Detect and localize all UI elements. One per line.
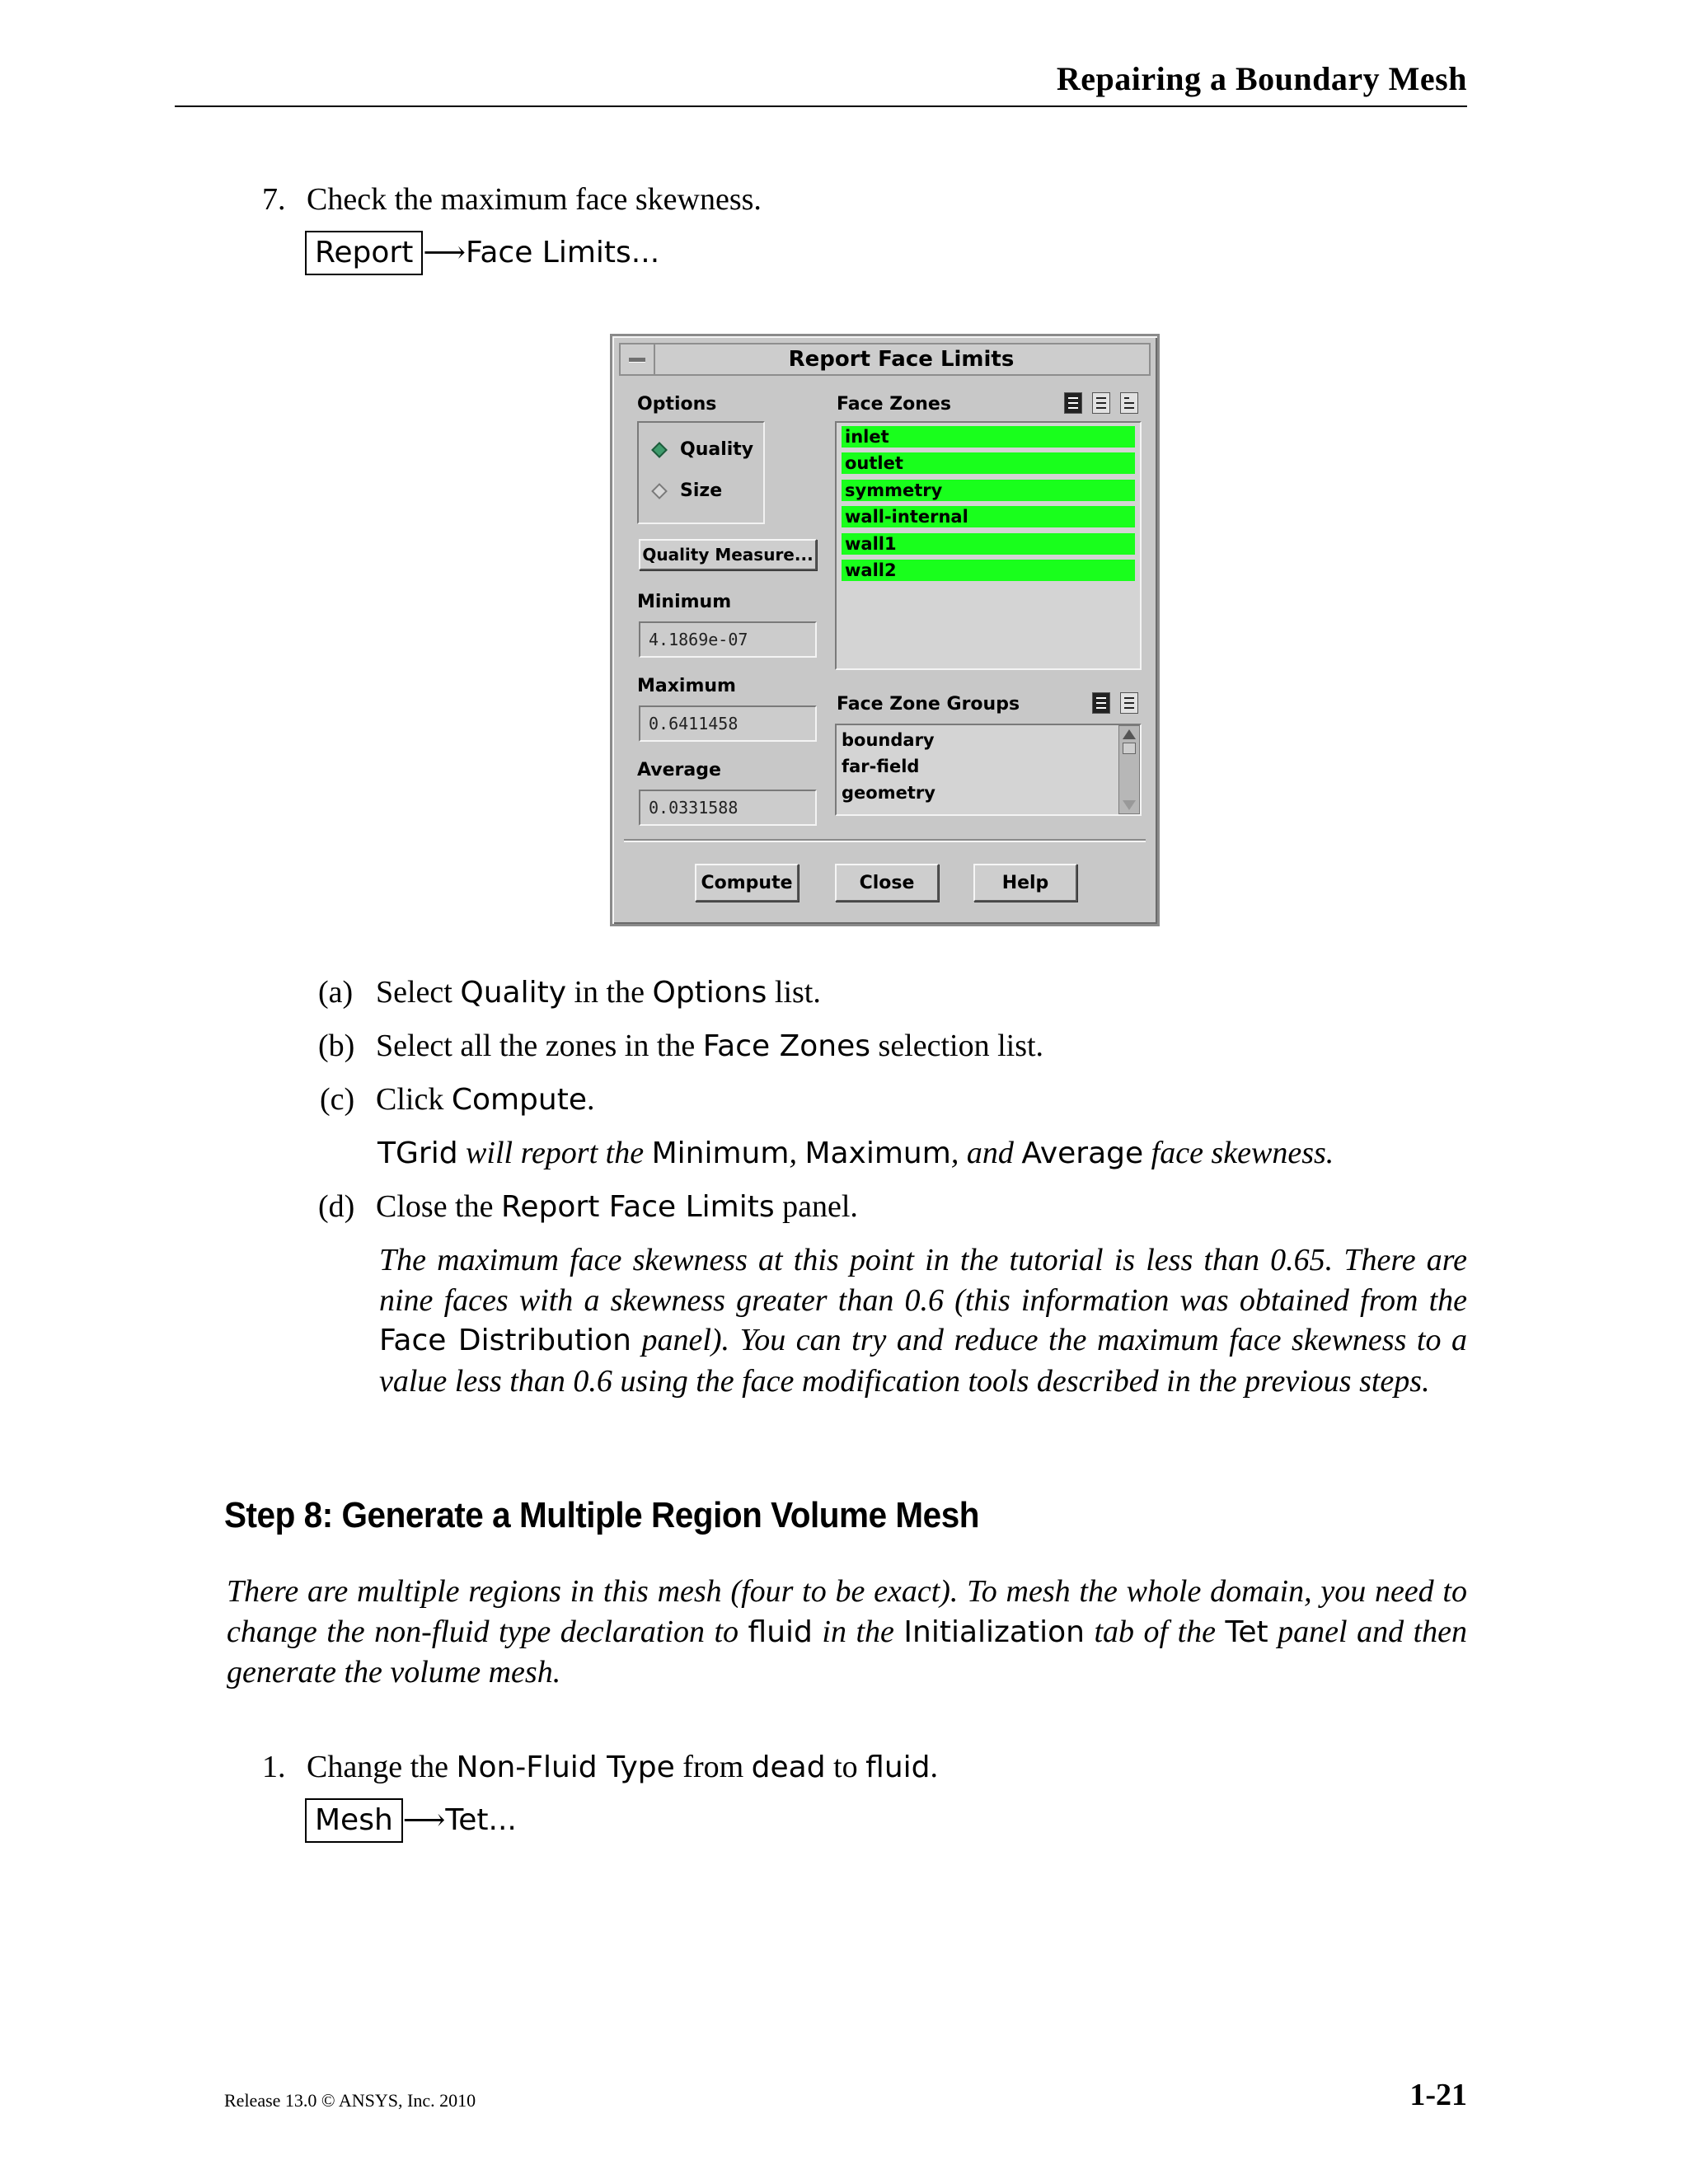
window-menu-icon[interactable] <box>621 344 655 374</box>
select-visible-icon[interactable] <box>1120 392 1138 414</box>
options-label: Options <box>637 394 717 415</box>
zone-item[interactable]: outlet <box>842 452 1135 474</box>
substep-c-note: TGrid will report the Minimum, Maximum, and Average face skewness. <box>377 1136 1334 1170</box>
step-7-number: 7. <box>262 182 286 217</box>
group-item[interactable]: geometry <box>842 783 935 803</box>
option-quality-label: Quality <box>680 439 754 460</box>
substep-d-label: (d) <box>318 1189 355 1224</box>
zone-item[interactable]: wall-internal <box>842 506 1135 527</box>
button-separator <box>624 839 1146 841</box>
substep-b-text: Select all the zones in the Face Zones selection list. <box>376 1029 1044 1063</box>
deselect-all-icon[interactable] <box>1092 392 1110 414</box>
substep-d-text: Close the Report Face Limits panel. <box>376 1189 858 1224</box>
average-label: Average <box>637 760 721 780</box>
zone-item[interactable]: wall1 <box>842 533 1135 555</box>
option-quality-radio[interactable] <box>649 439 753 460</box>
face-zones-label: Face Zones <box>837 394 951 415</box>
minimum-label: Minimum <box>637 592 732 612</box>
face-zone-groups-label: Face Zone Groups <box>837 694 1020 715</box>
option-size-label: Size <box>680 480 723 501</box>
face-zone-groups-list[interactable] <box>835 724 1142 816</box>
group-item[interactable]: boundary <box>842 730 935 750</box>
radio-unselected-icon <box>651 483 668 499</box>
menu-report[interactable]: Report <box>305 231 423 275</box>
step-8-intro: There are multiple regions in this mesh (four to be exact). To mesh the whole domain, you need to change the non-fluid type declaration to fluid in the Initialization tab of the Tet panel and then generate the volume mesh. <box>227 1574 1467 1690</box>
step-8-item-1-text: Change the Non-Fluid Type from dead to fluid. <box>307 1750 939 1784</box>
arrow: ⟶ <box>423 236 466 269</box>
face-zones-list[interactable] <box>835 421 1142 670</box>
arrow: ⟶ <box>402 1803 446 1836</box>
average-field[interactable]: 0.0331588 <box>639 790 817 826</box>
quality-measure-button[interactable]: Quality Measure... <box>639 539 817 570</box>
zone-item[interactable]: wall2 <box>842 560 1135 581</box>
substep-d-note: The maximum face skewness at this point in the tutorial is less than 0.65. There are nine faces with a skewness greater than 0.6 (this information was obtained from the Face Distribution panel). You can try and reduce the maximum face skewness to a value less than 0.6 using the face modification tools described in the previous steps. <box>379 1243 1468 1399</box>
substep-c-text: Click Compute. <box>376 1082 595 1117</box>
running-header: Repairing a Boundary Mesh <box>1056 60 1467 97</box>
substep-a-label: (a) <box>318 975 354 1010</box>
dialog-title: Report Face Limits <box>788 347 1015 372</box>
zone-item[interactable]: inlet <box>842 426 1135 448</box>
footer-release: Release 13.0 © ANSYS, Inc. 2010 <box>224 2090 476 2111</box>
minimum-field[interactable]: 4.1869e-07 <box>639 621 817 658</box>
step-8-heading: Step 8: Generate a Multiple Region Volume Mesh <box>224 1495 980 1535</box>
deselect-all-groups-icon[interactable] <box>1120 692 1138 714</box>
scroll-down-arrow-icon[interactable] <box>1123 800 1136 810</box>
group-item[interactable]: far-field <box>842 757 920 776</box>
scroll-up-arrow-icon[interactable] <box>1123 729 1136 739</box>
menu-path-report <box>305 231 659 275</box>
substep-c-label: (c) <box>320 1082 355 1117</box>
scroll-thumb[interactable] <box>1123 743 1136 754</box>
select-all-groups-icon[interactable] <box>1092 692 1110 714</box>
zone-item[interactable]: symmetry <box>842 480 1135 501</box>
maximum-label: Maximum <box>637 676 736 696</box>
menu-face-limits[interactable]: Face Limits... <box>465 236 660 269</box>
menu-tet[interactable]: Tet... <box>445 1803 517 1837</box>
header-rule <box>175 105 1467 107</box>
substep-b-label: (b) <box>318 1029 355 1063</box>
step-7-text: Check the maximum face skewness. <box>307 182 762 217</box>
maximum-field[interactable]: 0.6411458 <box>639 705 817 742</box>
step-8-item-1-number: 1. <box>262 1750 286 1784</box>
select-all-icon[interactable] <box>1064 392 1082 414</box>
close-button[interactable]: Close <box>835 864 939 902</box>
groups-scrollbar[interactable] <box>1118 725 1140 814</box>
option-size-radio[interactable] <box>649 480 722 501</box>
radio-selected-icon <box>651 442 668 458</box>
menu-mesh[interactable]: Mesh <box>305 1798 403 1843</box>
options-group <box>637 421 765 524</box>
page-number: 1-21 <box>1409 2078 1467 2112</box>
help-button[interactable]: Help <box>973 864 1077 902</box>
dialog-titlebar <box>619 343 1151 376</box>
menu-path-mesh <box>305 1798 517 1843</box>
report-face-limits-dialog <box>610 334 1160 926</box>
substep-a-text: Select Quality in the Options list. <box>376 975 821 1010</box>
compute-button[interactable]: Compute <box>695 864 799 902</box>
